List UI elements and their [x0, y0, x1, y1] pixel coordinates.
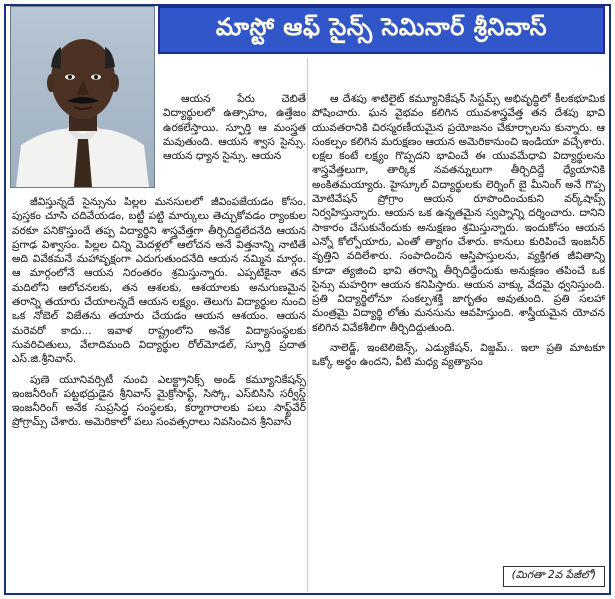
paragraph: జీవిస్తున్నదే సైన్సును పిల్లల మనసులలో జీవింపజేయడం కోసం. పుస్తకం చూసి చదివేయడం, బట్టీ పట్టి మార్కులు తెచ్చుకోవడం ర్యాంకుల వరకూ పనికొస్తుందే తప్ప విద్యార్థిని శాస్త్రవేత్తగా తీర్చిదిద్దలేదనేది ఆయన ప్రగాఢ విశ్వాసం. పిల్లల చిన్ని మెదళ్లలో ఆలోచన అనే విత్తనాన్ని నాటితే అది వివేకమనే మహావృక్షంగా ఎదుగుతుందనేది ఆయన నమ్మిన మార్గం. ఆ మార్గంలోనే ఆయన నిరంతరం శ్రమిస్తున్నారు. ఎప్పటికైనా తన మదిలోని ఆలోచనలకు, తన ఆశలకు, ఆశయాలకు అనుగుణమైన తరాన్ని తయారు చేయాలన్నదే ఆయన లక్ష్యం. తెలుగు విద్యార్థుల నుంచి ఒక నోబెల్ విజేతను తయారు చేయడం ఆయన ఆశయం. ఆయన మరెవరో కాదు... ఇవాళ రాష్ట్రంలోని అనేక విద్యాసంస్థలకు సువరిచితులు, వేలాదిమంది విద్యార్థుల రోల్‌మోడల్, స్ఫూర్తి ప్రదాత ఎస్.జి.శ్రీనివాస్. — [12, 196, 306, 366]
column-divider — [307, 58, 308, 592]
paragraph: నాలెడ్జ్, ఇంటెలిజెన్స్, ఎడ్యుకేషన్, విజ్డమ్.. ఇలా ప్రతి మాటకూ ఒక్కో అర్థం ఉందని, వీటి మధ్య వ్యత్యాసం — [312, 342, 605, 369]
paragraph: పుణె యూనివర్సిటీ నుంచి ఎలక్ట్రానిక్స్ అండ్ కమ్యూనికేషన్స్ ఇంజనీరింగ్ పట్టభద్రుడైన శ్రీనివాస్ మైక్రోసాఫ్ట్, సిస్కో, ఎస్‌బిసిసి సర్వీస్డ్ ఇంజనీరింగ్ అనేక సుప్రసిద్ధ సంస్థలకు, కర్మాగారాలకు పలు సాఫ్ట్‌వేర్ ప్రోగ్రామ్స్ చేశారు. అమెరికాలో పలు సంవత్సరాలు నివసించిన శ్రీనివాస్ — [12, 373, 306, 429]
right-column — [312, 92, 605, 560]
continued-note: (మిగతా 2వ పేజీలో) — [503, 566, 605, 587]
article-title: మాస్టో ఆఫ్ సైన్స్ సెమినార్ శ్రీనివాస్ — [158, 6, 605, 54]
paragraph: ఆ దేశపు శాటిలైట్ కమ్యూనికేషన్ సిస్టమ్స్ అభివృద్ధిలో కీలకభూమిక పోషించారు. ఘన వైభవం కలిగిన యువశాస్త్రవేత్త తన దేశపు భావి యువతరానికి చిరస్మరణీయమైన ప్రయోజనం చేకూర్చాలను కున్నారు. ఆ సంకల్పం కలిగిన మరుక్షణం ఆయన అమెరికానుంచి ఇండియా వచ్చేశారు. లక్షల కంటే లక్ష్యం గొప్పదని భావించే ఈ యువమేధావి విద్యార్థులను శాస్త్రవేత్తలుగా, తార్కిక నవతన్నులుగా తీర్చిదిద్దే ధ్యేయానికి అంకితమయ్యారు. హైస్కూల్ విద్యార్థులకు లెర్నింగ్ బై మీనింగ్ అనే గొప్ప మోటివేషన్ ప్రోగ్రాం ఆయన రూపొందించుకుని వర్క్‌షాప్స్ నిర్వహిస్తున్నారు. ఆయన ఒక ఉన్నతమైన స్వప్నాన్ని దర్శించారు. దానిని సాకారం చేసుకునేందుకు అనుక్షణం శ్రమిస్తున్నారు. ఇందుకోసం ఆయన ఎన్నో కోల్పోయారు, ఎంతో త్యాగం చేశారు. కానులు కురిపించే ఇంజనీర్ వృత్తిని వదిలేశారు. సంపాదించిన ఆస్తిపాస్తులను, వ్యక్తిగత జీవితాన్ని కూడా త్యజించి భావి తరాన్ని తీర్చిదిద్దేందుకు అనుక్షణం తపించే ఒక సైన్సు మహర్షిగా ఆయన కనిపిస్తారు. ఆయన వాక్కు వేదమై ధ్వనిస్తుంది. ప్రతి విద్యార్థిలోనూ సంకల్పశక్తి జాగృతం అవుతుంది. ప్రతి సలహా మంత్రమై విద్యార్థి లోతు మనసును ఆవహిస్తుంది. శాస్త్రీయమైన యోచన కలిగిన వివేకశీలిగా తీర్చిదిద్దుతుంది. — [312, 93, 605, 334]
intro-paragraph: ఆయన పేరు చెబితే విద్యార్థులలో ఉత్సాహం, ఉత్తేజం ఉరకలేస్తాయి. స్ఫూర్తి ఆ మంస్త్రత మవుతుంది. ఆయన శ్వాస సైన్సు. ఆయన ధ్యాన సైన్సు. ఆయన — [163, 93, 306, 163]
author-photo — [10, 6, 155, 188]
left-column — [12, 195, 306, 590]
intro-column — [163, 92, 306, 184]
portrait-image — [11, 7, 154, 187]
